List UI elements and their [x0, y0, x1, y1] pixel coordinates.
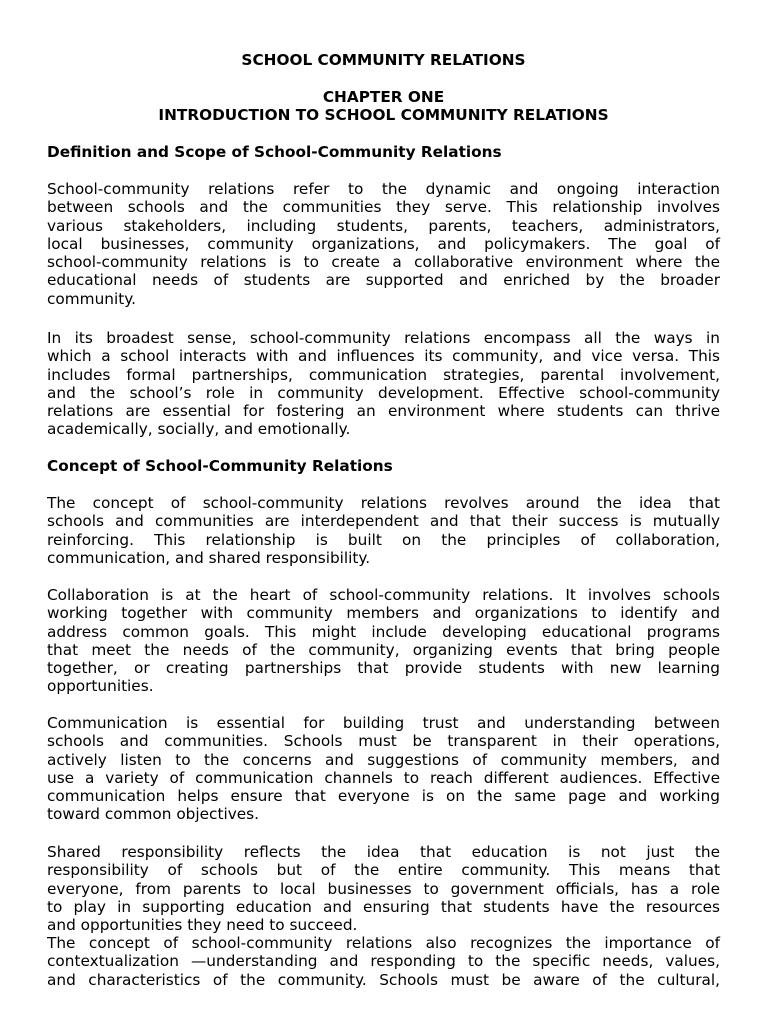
paragraph-line: together, or creating partnerships that provide students with new learning [47, 659, 720, 678]
paragraph-line: school-community relations is to create a collaborative environment where the [47, 253, 720, 272]
paragraph-line: responsibility of schools but of the entire community. This means that [47, 861, 720, 880]
section-heading: Definition and Scope of School-Community Relations [47, 143, 502, 161]
paragraph [47, 714, 720, 824]
chapter-title: INTRODUCTION TO SCHOOL COMMUNITY RELATIONS [158, 106, 609, 124]
paragraph-line: community. [47, 289, 136, 308]
paragraph-line: that meet the needs of the community, organizing events that bring people [47, 640, 720, 659]
paragraph-line: The concept of school-community relations revolves around the idea that [47, 494, 720, 512]
paragraph-line: working together with community members and organizations to identify and [47, 604, 720, 623]
paragraph-line: and characteristics of the community. Schools must be aware of the cultural, [47, 970, 720, 989]
paragraph-line: everyone, from parents to local businesses to government officials, has a role [47, 879, 720, 898]
paragraph-line: contextualization —understanding and responding to the specific needs, values, [47, 952, 720, 971]
paragraph [47, 180, 720, 308]
paragraph [47, 586, 720, 696]
paragraph-line: reinforcing. This relationship is built on the principles of collaboration, [47, 530, 720, 549]
paragraph-line: Shared responsibility reflects the idea that education is not just the [47, 843, 720, 861]
paragraph-line: opportunities. [47, 677, 154, 696]
paragraph-line: includes formal partnerships, communication strategies, parental involvement, [47, 365, 720, 384]
paragraph [47, 934, 720, 989]
paragraph-line: toward common objectives. [47, 805, 260, 824]
paragraph-line: local businesses, community organizations, and policymakers. The goal of [47, 234, 720, 253]
paragraph-line: and the school’s role in community development. Effective school-community [47, 383, 720, 402]
paragraph-line: various stakeholders, including students, parents, teachers, administrators, [47, 216, 720, 235]
paragraph-line: which a school interacts with and influences its community, and vice versa. This [47, 347, 720, 366]
chapter-label: CHAPTER ONE [322, 88, 445, 106]
paragraph-line: actively listen to the concerns and suggestions of community members, and [47, 750, 720, 769]
paragraph-line: The concept of school-community relations also recognizes the importance of [47, 934, 720, 952]
document-title: SCHOOL COMMUNITY RELATIONS [241, 51, 526, 69]
paragraph-line: educational needs of students are supported and enriched by the broader [47, 271, 720, 290]
paragraph-line: and opportunities they need to succeed. [47, 916, 358, 935]
paragraph-line: schools and communities. Schools must be transparent in their operations, [47, 732, 720, 751]
paragraph-line: academically, socially, and emotionally. [47, 420, 351, 439]
paragraph [47, 494, 720, 567]
paragraph-line: Communication is essential for building trust and understanding between [47, 714, 720, 732]
paragraph-line: between schools and the communities they serve. This relationship involves [47, 198, 720, 217]
paragraph-line: address common goals. This might include developing educational programs [47, 622, 720, 641]
paragraph-line: schools and communities are interdependent and that their success is mutually [47, 512, 720, 531]
paragraph-line: relations are essential for fostering an environment where students can thrive [47, 402, 720, 421]
section-heading: Concept of School-Community Relations [47, 457, 393, 475]
paragraph-line: to play in supporting education and ensuring that students have the resources [47, 897, 720, 916]
paragraph-line: use a variety of communication channels to reach different audiences. Effective [47, 768, 720, 787]
paragraph [47, 329, 720, 439]
paragraph-line: Collaboration is at the heart of school-community relations. It involves schools [47, 586, 720, 604]
paragraph-line: communication helps ensure that everyone is on the same page and working [47, 787, 720, 806]
paragraph-line: School-community relations refer to the dynamic and ongoing interaction [47, 180, 720, 198]
paragraph-line: In its broadest sense, school-community relations encompass all the ways in [47, 329, 720, 347]
paragraph [47, 843, 720, 934]
paragraph-line: communication, and shared responsibility. [47, 548, 371, 567]
